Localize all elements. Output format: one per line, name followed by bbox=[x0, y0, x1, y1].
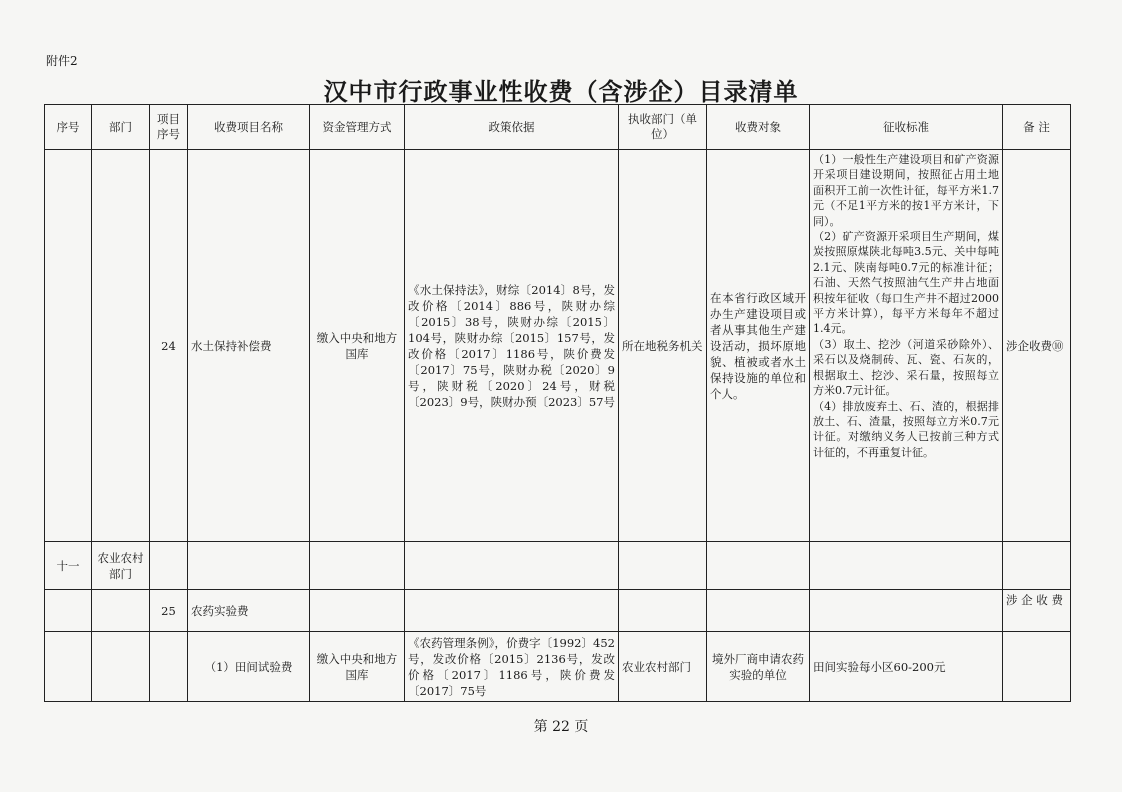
row-collector bbox=[619, 542, 707, 590]
row-payer: 在本省行政区域开办生产建设项目或者从事其他生产建设活动，损坏原地貌、植被或者水土保持设施的单位和个人。 bbox=[707, 150, 810, 542]
standard-clause-3: （3）取土、挖沙（河道采砂除外）、采石以及烧制砖、瓦、瓷、石灰的，根据取土、挖沙、采石量，按照每立方米0.7元计征。 bbox=[813, 337, 999, 398]
row-collector: 所在地税务机关 bbox=[619, 150, 707, 542]
header-item-seq: 项目序号 bbox=[150, 105, 188, 150]
header-fund-mgmt: 资金管理方式 bbox=[310, 105, 405, 150]
row-note: 涉企收费⑩ bbox=[1003, 150, 1071, 542]
table-row bbox=[45, 590, 1071, 632]
header-collector: 执收部门（单位） bbox=[619, 105, 707, 150]
attachment-label: 附件2 bbox=[46, 54, 78, 68]
row-payer bbox=[707, 590, 810, 632]
row-collector bbox=[619, 590, 707, 632]
row-item-name: 水土保持补偿费 bbox=[188, 150, 310, 542]
row-seq bbox=[45, 632, 92, 702]
header-policy: 政策依据 bbox=[405, 105, 619, 150]
row-standard bbox=[810, 542, 1003, 590]
table-row bbox=[45, 150, 1071, 542]
row-dept bbox=[92, 590, 150, 632]
row-payer: 境外厂商申请农药实验的单位 bbox=[707, 632, 810, 702]
header-row bbox=[45, 105, 1071, 150]
standard-clause-1: （1）一般性生产建设项目和矿产资源开采项目建设期间，按照征占用土地面积开工前一次性计征，每平方米1.7元（不足1平方米的按1平方米计，下同）。 bbox=[813, 153, 999, 228]
fee-catalog-table bbox=[44, 104, 1071, 702]
page-number: 第 22 页 bbox=[533, 719, 589, 735]
header-item-name: 收费项目名称 bbox=[188, 105, 310, 150]
row-item-name: （1）田间试验费 bbox=[188, 632, 310, 702]
header-note: 备 注 bbox=[1003, 105, 1071, 150]
header-dept: 部门 bbox=[92, 105, 150, 150]
row-standard bbox=[810, 150, 1003, 542]
table-row bbox=[45, 542, 1071, 590]
row-policy: 《水土保持法》，财综〔2014〕8号，发改价格〔2014〕886号，陕财办综〔2015〕38号，陕财办综〔2015〕104号，陕财办综〔2015〕157号，发改价格〔2017〕1186号，陕价费发〔2017〕75号，陕财办税〔2020〕9号，陕财税〔2020〕24号，财税〔2023〕9号，陕财办预〔2023〕57号 bbox=[405, 150, 619, 542]
row-policy: 《农药管理条例》，价费字〔1992〕452号，发改价格〔2015〕2136号，发改价格〔2017〕1186号，陕价费发〔2017〕75号 bbox=[405, 632, 619, 702]
row-policy bbox=[405, 590, 619, 632]
row-dept: 农业农村部门 bbox=[92, 542, 150, 590]
row-note bbox=[1003, 632, 1071, 702]
row-item-name: 农药实验费 bbox=[188, 590, 310, 632]
row-standard bbox=[810, 590, 1003, 632]
row-policy bbox=[405, 542, 619, 590]
row-note bbox=[1003, 542, 1071, 590]
row-fund-mgmt: 缴入中央和地方国库 bbox=[310, 150, 405, 542]
header-payer: 收费对象 bbox=[707, 105, 810, 150]
header-seq: 序号 bbox=[45, 105, 92, 150]
header-standard: 征收标准 bbox=[810, 105, 1003, 150]
row-fund-mgmt bbox=[310, 590, 405, 632]
standard-clause-4: （4）排放废弃土、石、渣的，根据排放土、石、渣量，按照每立方米0.7元计征。对缴纳义务人已按前三种方式计征的，不再重复计征。 bbox=[813, 399, 999, 459]
row-collector: 农业农村部门 bbox=[619, 632, 707, 702]
standard-clause-2: （2）矿产资源开采项目生产期间，煤炭按照原煤陕北每吨3.5元、关中每吨2.1元、陕南每吨0.7元的标准计征；石油、天然气按照油气生产井占地面积按年征收（每口生产井不超过2000平方米计算），每平方米每年不超过1.4元。 bbox=[813, 230, 999, 336]
row-dept bbox=[92, 150, 150, 542]
row-dept bbox=[92, 632, 150, 702]
row-standard: 田间实验每小区60-200元 bbox=[810, 632, 1003, 702]
row-item-seq: 24 bbox=[150, 150, 188, 542]
row-fund-mgmt bbox=[310, 542, 405, 590]
row-seq: 十一 bbox=[45, 542, 92, 590]
row-seq bbox=[45, 590, 92, 632]
table-row bbox=[45, 632, 1071, 702]
row-payer bbox=[707, 542, 810, 590]
row-item-name bbox=[188, 542, 310, 590]
row-fund-mgmt: 缴入中央和地方国库 bbox=[310, 632, 405, 702]
row-note: 涉 企 收 费 bbox=[1003, 590, 1071, 632]
row-item-seq bbox=[150, 632, 188, 702]
row-item-seq bbox=[150, 542, 188, 590]
row-seq bbox=[45, 150, 92, 542]
page-title: 汉中市行政事业性收费（含涉企）目录清单 bbox=[323, 78, 799, 106]
row-item-seq: 25 bbox=[150, 590, 188, 632]
